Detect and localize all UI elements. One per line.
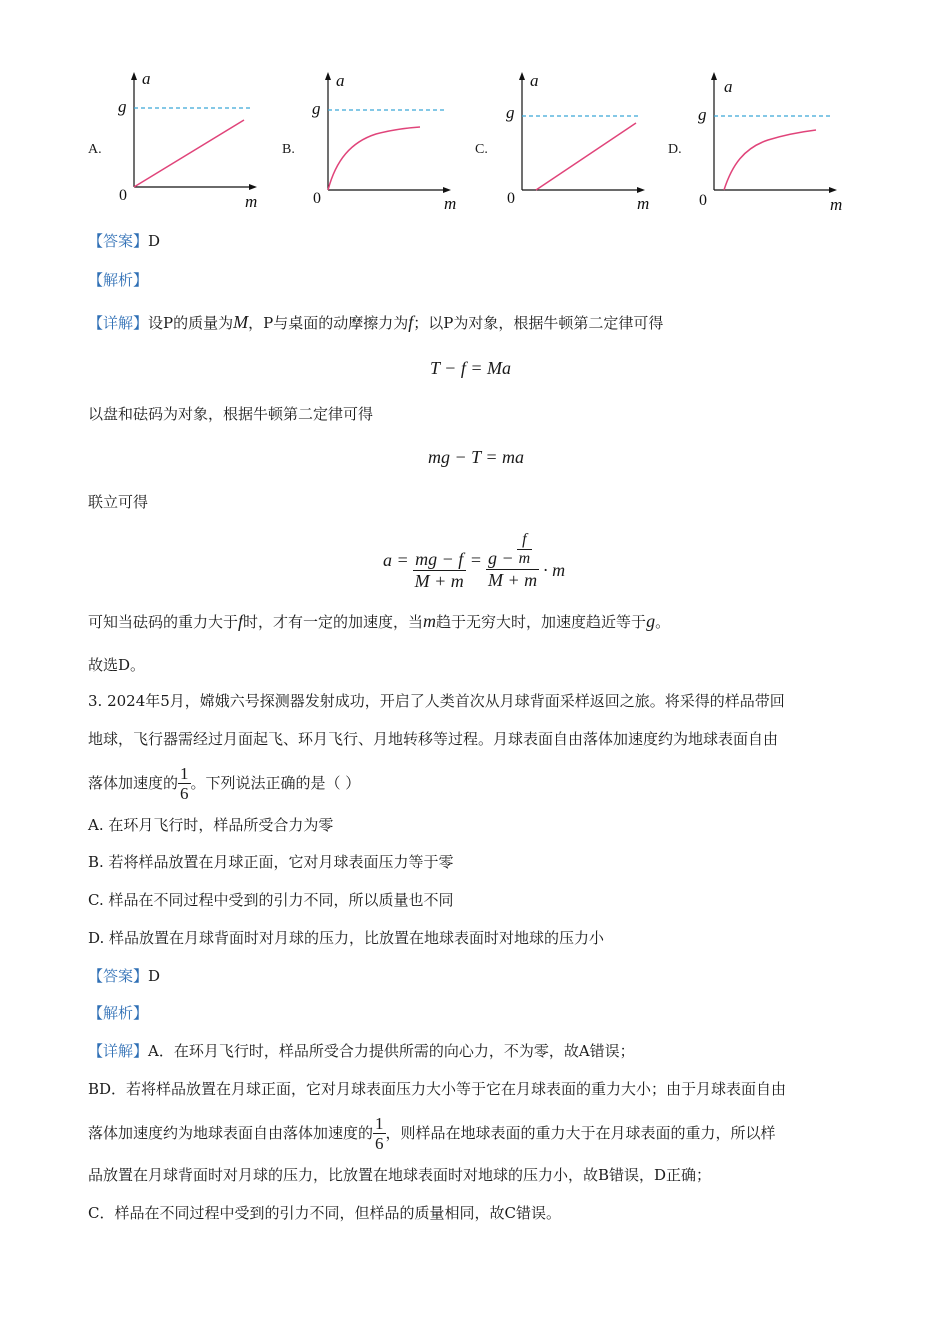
graph-d-y-label: a [724, 77, 733, 96]
q3-answer-value: D [148, 967, 161, 985]
graph-d-g-label: g [698, 105, 707, 124]
q3-detail-frac-den: 6 [375, 1133, 384, 1153]
q3-option-a: A. 在环月飞行时，样品所受合力为零 [88, 816, 334, 834]
q3-detail-bd2-post: ，则样品在地球表面的重力大于在月球表面的重力，所以样 [385, 1124, 776, 1142]
graph-a-x-label: m [245, 192, 258, 211]
q2-conclusion: 故选D。 [88, 656, 146, 674]
graph-c-x-arrow [637, 187, 645, 193]
q3-stem-line2: 地球，飞行器需经过月面起飞、环月飞行、月地转移等过程。月球表面自由落体加速度约为地球表面自由 [88, 730, 779, 748]
graph-a-g-label: g [118, 97, 127, 116]
q3-stem-line1: 3. 2024年5月，嫦娥六号探测器发射成功，开启了人类首次从月球背面采样返回之旅。将采得的样品带回 [88, 692, 785, 710]
graph-c-curve [536, 123, 636, 190]
q2-line4 [88, 611, 670, 632]
q2-detail-label: 【详解】 [88, 314, 149, 332]
q3-detail-bd1: BD．若将样品放置在月球正面，它对月球表面压力大小等于它在月球表面的重力大小；由于月球表面自由 [88, 1080, 787, 1098]
graph-c-x-label: m [637, 194, 650, 213]
option-c-label: C. [475, 142, 488, 157]
graph-a-curve [134, 120, 244, 187]
var-f: f [408, 312, 414, 332]
option-a-label: A. [88, 142, 102, 157]
graph-c [500, 70, 650, 215]
eq3-frac2-den: M + m [487, 569, 538, 590]
q3-analysis-label: 【解析】 [88, 1004, 149, 1022]
equation-2: mg − T = ma [428, 447, 524, 467]
graph-a-y-arrow [131, 72, 137, 80]
q2-text: 设P的质量为 [148, 314, 234, 332]
q2-text: 时，才有一定的加速度，当 [243, 613, 424, 631]
q2-line2: 以盘和砝码为对象，根据牛顿第二定律可得 [88, 405, 374, 423]
q2-answer-value: D [148, 232, 161, 250]
eq3-tail: · m [543, 559, 566, 580]
q2-answer [88, 231, 160, 251]
option-d-label: D. [668, 142, 682, 157]
equation-1: T − f = Ma [430, 358, 511, 378]
q2-analysis-label: 【解析】 [88, 271, 149, 289]
q2-text: 。 [655, 613, 671, 631]
q3-detail-bd2-pre: 落体加速度约为地球表面自由落体加速度的 [88, 1124, 374, 1142]
graph-b-curve [328, 127, 420, 190]
eq3-lhs: a = [383, 549, 409, 570]
graph-d-x-label: m [830, 195, 842, 214]
graph-c-g-label: g [506, 103, 515, 122]
graph-a-y-label: a [142, 70, 151, 88]
var-M: M [233, 312, 249, 332]
var-g: g [646, 611, 656, 631]
eq3-frac1-den: M + m [414, 570, 464, 591]
q2-text: ；以P为对象，根据牛顿第二定律可得 [413, 314, 664, 332]
eq3-frac2-num [486, 530, 539, 569]
q3-fraction [178, 764, 191, 803]
q2-line3: 联立可得 [88, 493, 149, 511]
graph-d-y-arrow [711, 72, 717, 80]
q3-detail-fraction [373, 1114, 386, 1153]
graph-b-y-label: a [336, 71, 345, 90]
q3-detail-frac-num: 1 [375, 1113, 384, 1133]
graph-a-origin: 0 [119, 187, 127, 204]
graph-c-y-label: a [530, 71, 539, 90]
q2-answer-label: 【答案】 [88, 232, 149, 250]
graph-options-row [0, 70, 950, 220]
q3-detail-bd2 [88, 1110, 776, 1156]
q2-detail-line1 [88, 312, 663, 333]
graph-b-x-arrow [443, 187, 451, 193]
graph-d-x-arrow [829, 187, 837, 193]
eq3-frac1-num: mg − f [415, 548, 464, 569]
graph-d-origin: 0 [699, 192, 707, 209]
eq3-eqsign: = [469, 549, 482, 570]
q3-frac-den: 6 [180, 783, 189, 803]
q3-option-d: D. 样品放置在月球背面时对月球的压力，比放置在地球表面时对地球的压力小 [88, 929, 605, 947]
graph-c-y-arrow [519, 72, 525, 80]
eq3-inner-num: f [522, 530, 527, 548]
q3-detail-a [88, 1041, 635, 1061]
graph-d [692, 70, 842, 215]
q2-text: ，P与桌面的动摩擦力为 [248, 314, 409, 332]
graph-b-y-arrow [325, 72, 331, 80]
eq3-inner-den: m [518, 549, 531, 567]
eq3-frac2 [486, 530, 539, 591]
q2-text: 趋于无穷大时，加速度趋近等于 [436, 613, 647, 631]
var-f: f [238, 611, 244, 631]
graph-b-g-label: g [312, 99, 321, 118]
q3-detail-label: 【详解】 [88, 1042, 149, 1060]
graph-b [306, 70, 456, 215]
q3-answer [88, 966, 160, 986]
var-m: m [423, 611, 437, 631]
graph-b-origin: 0 [313, 190, 321, 207]
q3-option-b: B. 若将样品放置在月球正面，它对月球表面压力等于零 [88, 853, 454, 871]
graph-a [112, 70, 262, 215]
q3-stem3-post: 。下列说法正确的是（ ） [190, 774, 361, 792]
equation-3 [383, 525, 565, 595]
q3-stem3-pre: 落体加速度的 [88, 774, 179, 792]
eq3-inner-frac [517, 531, 533, 568]
q3-frac-num: 1 [180, 763, 189, 783]
q3-stem-line3 [88, 760, 360, 806]
graph-a-x-arrow [249, 184, 257, 190]
graph-d-curve [724, 130, 816, 190]
eq3-frac2-num-pre: g − [487, 547, 514, 568]
q3-answer-label: 【答案】 [88, 967, 149, 985]
graph-b-x-label: m [444, 194, 456, 213]
q3-detail-a-text: A．在环月飞行时，样品所受合力提供所需的向心力，不为零，故A错误； [148, 1042, 635, 1060]
graph-c-origin: 0 [507, 190, 515, 207]
q3-detail-c: C．样品在不同过程中受到的引力不同，但样品的质量相同，故C错误。 [88, 1204, 561, 1222]
option-b-label: B. [282, 142, 295, 157]
q2-text: 可知当砝码的重力大于 [88, 613, 239, 631]
eq3-frac1 [413, 549, 466, 592]
q3-detail-bd3: 品放置在月球背面时对月球的压力，比放置在地球表面时对地球的压力小，故B错误，D正确； [88, 1166, 712, 1184]
q3-option-c: C. 样品在不同过程中受到的引力不同，所以质量也不同 [88, 891, 454, 909]
